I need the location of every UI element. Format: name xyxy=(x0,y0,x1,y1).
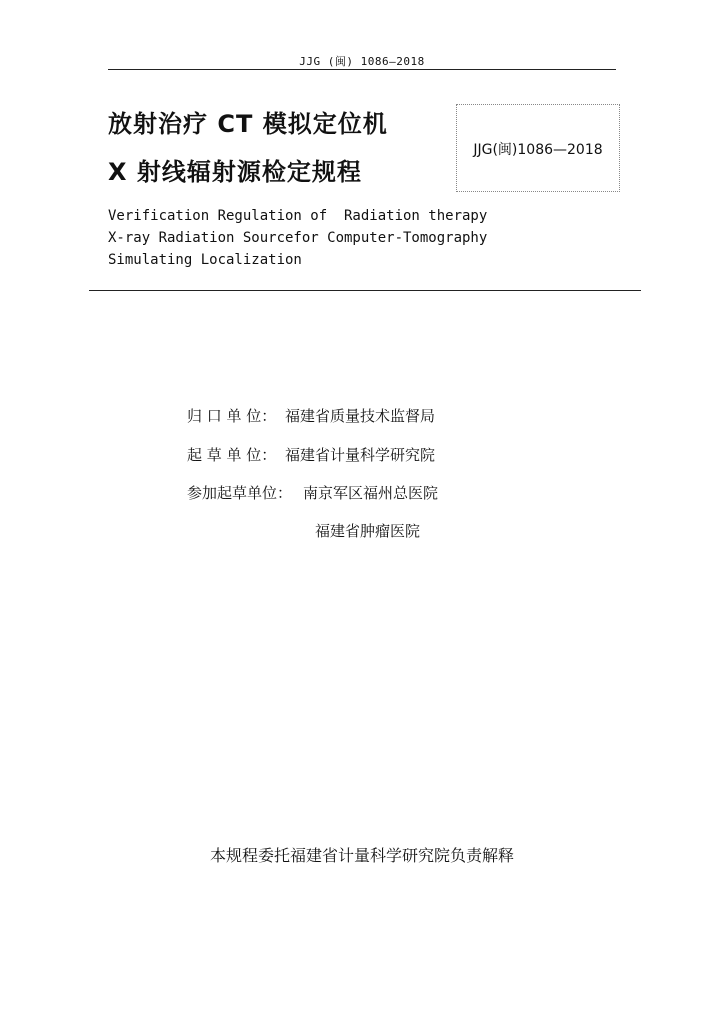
main-divider xyxy=(89,290,641,291)
document-title-line-1: 放射治疗 CT 模拟定位机 xyxy=(108,110,388,138)
english-title xyxy=(108,205,487,271)
document-title-line-2: X 射线辐射源检定规程 xyxy=(108,158,362,186)
drafting-unit-value: 福建省计量科学研究院 xyxy=(285,446,436,464)
participating-unit-value-2: 福建省肿瘤医院 xyxy=(315,522,421,540)
english-title-line-2: X-ray Radiation Sourcefor Computer-Tomography xyxy=(108,230,488,246)
drafting-unit-label: 起 草 单 位： xyxy=(187,446,277,464)
participating-unit-value-1: 南京军区福州总医院 xyxy=(303,484,439,502)
participating-unit-label: 参加起草单位： xyxy=(187,484,293,502)
standard-code-box-text: JJG(闽)1086—2018 xyxy=(473,142,603,158)
standard-code-box xyxy=(456,104,620,192)
english-title-line-3: Simulating Localization xyxy=(108,252,302,268)
responsible-unit-label: 归 口 单 位： xyxy=(187,407,277,425)
header-standard-code: JJG (闽) 1086—2018 xyxy=(299,55,425,68)
interpretation-note: 本规程委托福建省计量科学研究院负责解释 xyxy=(209,846,514,865)
header-divider xyxy=(108,69,616,70)
responsible-unit-value: 福建省质量技术监督局 xyxy=(285,407,436,425)
english-title-line-1: Verification Regulation of Radiation therapy xyxy=(108,208,488,224)
